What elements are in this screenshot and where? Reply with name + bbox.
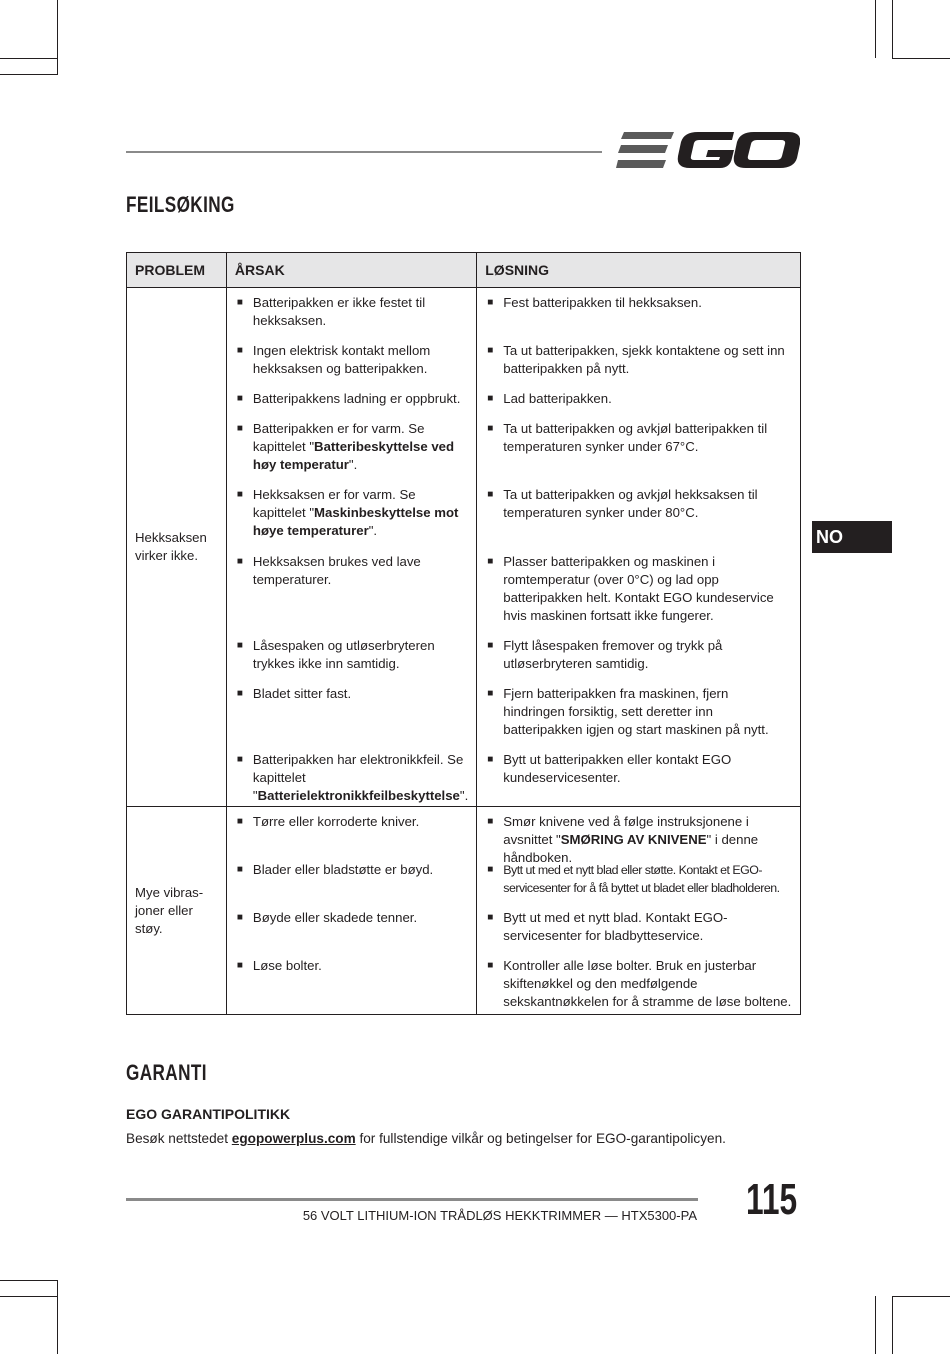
footer-rule (126, 1198, 698, 1201)
solution-item: ■ Bytt ut batteripakken eller kontakt EGO kundeservicesenter. (477, 751, 800, 806)
cause-cell (226, 807, 476, 1015)
solution-item: ■ Ta ut batteripakken og avkjøl hekksaksen til temperaturen synker under 80°C. (477, 486, 800, 553)
bullet-icon: ■ (487, 640, 494, 651)
bullet-icon: ■ (236, 754, 243, 765)
problem-cell: Mye vibras-joner eller støy. (127, 807, 227, 1015)
bullet-icon: ■ (487, 960, 494, 971)
header-rule (126, 151, 602, 153)
cause-item: ■ Batteripakken har elektronikkfeil. Se kapittelet "Batterielektronikkfeilbeskyttelse". (227, 751, 476, 806)
section-title-garanti: GARANTI (126, 1060, 207, 1085)
bullet-icon: ■ (236, 423, 243, 434)
language-tab: NO (812, 521, 892, 553)
bullet-icon: ■ (487, 345, 494, 356)
bullet-icon: ■ (236, 640, 243, 651)
bullet-icon: ■ (236, 688, 243, 699)
ego-logo (616, 128, 800, 172)
bullet-icon: ■ (487, 297, 494, 308)
crop-mark (875, 1296, 876, 1354)
solution-item: ■ Ta ut batteripakken, sjekk kontaktene og sett inn batteripakken på nytt. (477, 342, 800, 390)
table-row (127, 807, 801, 1015)
header-problem: PROBLEM (127, 253, 227, 288)
crop-mark (0, 74, 58, 75)
header-solution: LØSNING (477, 253, 801, 288)
solution-item: ■ Lad batteripakken. (477, 390, 800, 420)
solution-item: ■ Bytt ut med et nytt blad eller støtte. Kontakt et EGO-servicesenter for å få byttet ut bladet eller bladholderen. (477, 861, 800, 909)
bullet-icon: ■ (236, 960, 243, 971)
cause-item: ■ Hekksaksen brukes ved lave temperaturer. (227, 553, 476, 637)
bullet-icon: ■ (236, 556, 243, 567)
bullet-icon: ■ (487, 816, 494, 827)
crop-mark (892, 1296, 950, 1297)
crop-mark (57, 1280, 58, 1354)
crop-mark (0, 58, 58, 59)
solution-item: ■ Plasser batteripakken og maskinen i romtemperatur (over 0°C) og lad opp batteripakken helt. Kontakt EGO kundeservice hvis maskinen fortsatt ikke fungerer. (477, 553, 800, 637)
crop-mark (875, 0, 876, 58)
table-row (127, 288, 801, 807)
solution-item: ■ Ta ut batteripakken og avkjøl batteripakken til temperaturen synker under 67°C. (477, 420, 800, 486)
bullet-icon: ■ (236, 297, 243, 308)
bullet-icon: ■ (487, 423, 494, 434)
solution-cell (477, 807, 801, 1015)
crop-mark (0, 1296, 58, 1297)
cause-item: ■ Hekksaksen er for varm. Se kapittelet "Maskinbeskyttelse mot høye temperaturer". (227, 486, 476, 553)
bullet-icon: ■ (487, 393, 494, 404)
bullet-icon: ■ (487, 912, 494, 923)
cause-item: ■ Batteripakkens ladning er oppbrukt. (227, 390, 476, 420)
crop-mark (892, 1296, 893, 1354)
cause-item: ■ Tørre eller korroderte kniver. (227, 813, 476, 861)
warranty-subtitle: EGO GARANTIPOLITIKK (126, 1106, 291, 1122)
section-title-feilsoking: FEILSØKING (126, 192, 235, 217)
bullet-icon: ■ (236, 393, 243, 404)
bullet-icon: ■ (236, 816, 243, 827)
solution-item: ■ Kontroller alle løse bolter. Bruk en justerbar skiftenøkkel og den medfølgende sekskantnøkkelen for å stramme de løse boltene. (477, 957, 800, 1014)
crop-mark (892, 58, 950, 59)
bullet-icon: ■ (487, 688, 494, 699)
solution-item: ■ Fjern batteripakken fra maskinen, fjern hindringen forsiktig, sett deretter inn batteripakken igjen og start maskinen på nytt. (477, 685, 800, 751)
cause-cell (226, 288, 476, 807)
bullet-icon: ■ (236, 912, 243, 923)
cause-item: ■ Ingen elektrisk kontakt mellom hekksaksen og batteripakken. (227, 342, 476, 390)
table-header-row (127, 253, 801, 288)
warranty-link[interactable]: egopowerplus.com (231, 1131, 356, 1146)
problem-cell: Hekksaksen virker ikke. (127, 288, 227, 807)
cause-item: ■ Batteripakken er ikke festet til hekksaksen. (227, 294, 476, 342)
bullet-icon: ■ (236, 864, 243, 875)
cause-item: ■ Bøyde eller skadede tenner. (227, 909, 476, 957)
footer-product-name: 56 VOLT LITHIUM-ION TRÅDLØS HEKKTRIMMER — HTX5300-PA (302, 1208, 697, 1223)
header-cause: ÅRSAK (226, 253, 476, 288)
crop-mark (57, 0, 58, 74)
crop-mark (892, 0, 893, 58)
solution-item: ■ Fest batteripakken til hekksaksen. (477, 294, 800, 342)
bullet-icon: ■ (487, 556, 494, 567)
bullet-icon: ■ (487, 864, 494, 875)
page-number: 115 (746, 1175, 798, 1224)
bullet-icon: ■ (236, 489, 243, 500)
bullet-icon: ■ (487, 489, 494, 500)
cause-item: ■ Løse bolter. (227, 957, 476, 1014)
bullet-icon: ■ (236, 345, 243, 356)
solution-cell (477, 288, 801, 807)
cause-item: ■ Låsespaken og utløserbryteren trykkes ikke inn samtidig. (227, 637, 476, 685)
solution-item: ■ Smør knivene ved å følge instruksjonene i avsnittet "SMØRING AV KNIVENE" i denne håndboken. (487, 814, 759, 865)
cause-item: ■ Blader eller bladstøtte er bøyd. (227, 861, 476, 909)
crop-mark (0, 1280, 58, 1281)
solution-item: ■ Flytt låsespaken fremover og trykk på utløserbryteren samtidig. (477, 637, 800, 685)
cause-item: ■ Batteripakken er for varm. Se kapittelet "Batteribeskyttelse ved høy temperatur". (227, 420, 476, 486)
solution-item: ■ Bytt ut med et nytt blad. Kontakt EGO-servicesenter for bladbytteservice. (477, 909, 800, 957)
troubleshooting-table (126, 252, 801, 1015)
bullet-icon: ■ (487, 754, 494, 765)
cause-item: ■ Bladet sitter fast. (227, 685, 476, 751)
warranty-text: Besøk nettstedet egopowerplus.com for fullstendige vilkår og betingelser for EGO-garantipolicyen. (126, 1131, 726, 1146)
